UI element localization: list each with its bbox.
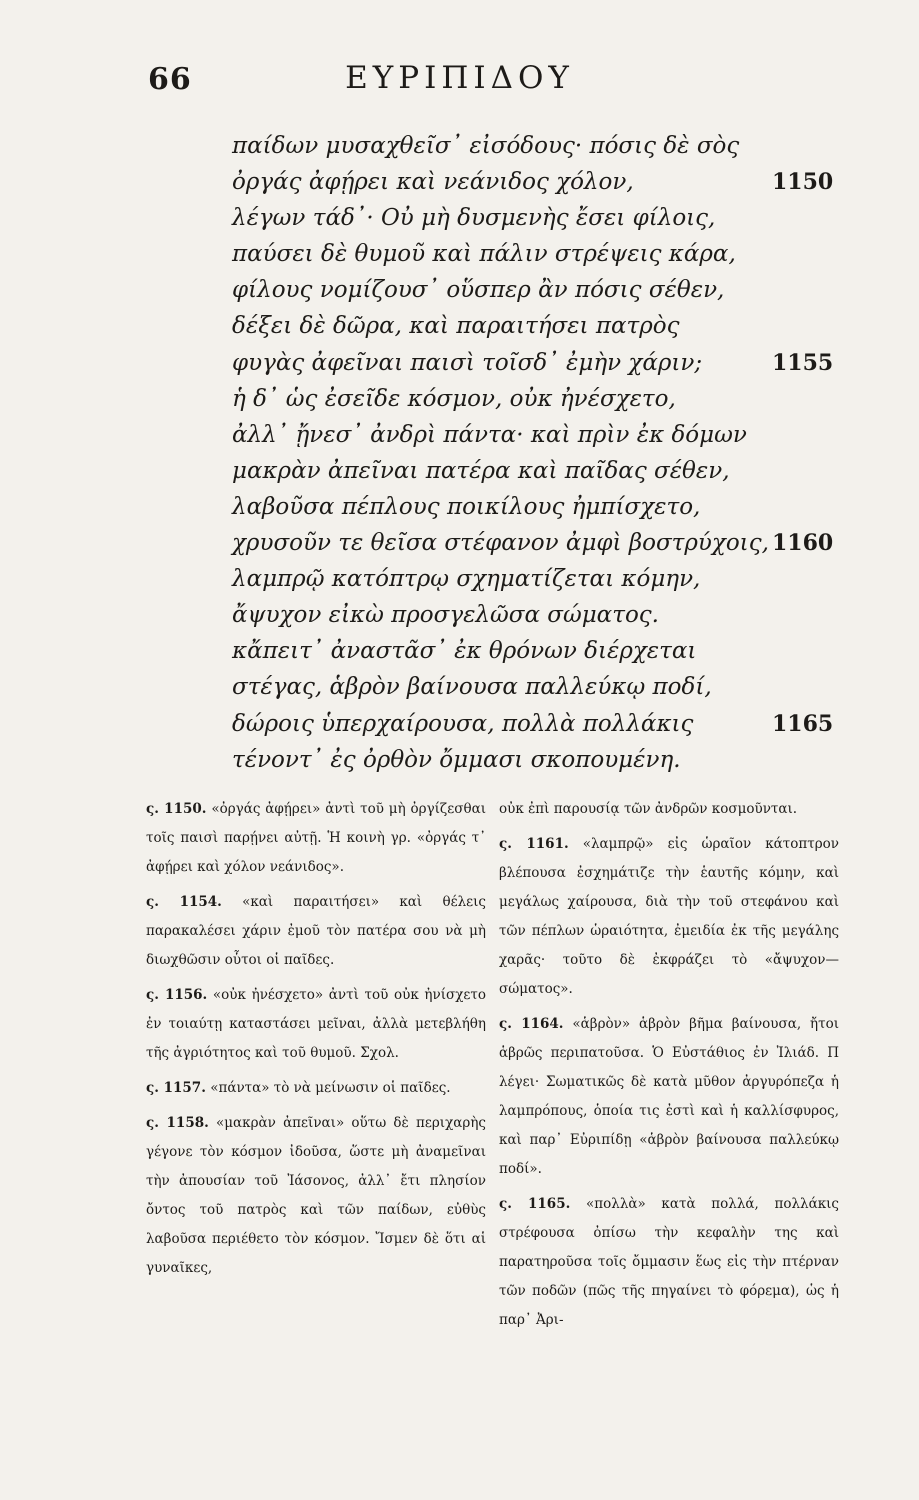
verse-text: στέγας, ἁβρὸν βαίνουσα παλλεύκῳ ποδί, <box>232 674 712 701</box>
verse-line <box>232 272 852 308</box>
note-reference: ς. 1150. <box>146 801 207 817</box>
note-reference: ς. 1165. <box>499 1196 571 1212</box>
verse-line <box>232 417 852 453</box>
verse-text: λέγων τάδ᾽· Οὐ μὴ δυσμενὴς ἔσει φίλοις, <box>232 205 716 232</box>
note-reference: ς. 1164. <box>499 1016 564 1032</box>
verse-text: ἄψυχον εἰκὼ προσγελῶσα σώματος. <box>232 602 659 629</box>
note <box>146 888 486 975</box>
note-text: «καὶ παραιτήσει» καὶ θέλεις παρακαλέσει χάριν ἐμοῦ τὸν πατέρα σου νὰ μὴ διωχθῶσιν οὗτοι οἱ παῖδες. <box>146 894 486 968</box>
note-text: «μακρὰν ἀπεῖναι» οὕτω δὲ περιχαρὴς γέγονε τὸν κόσμον ἰδοῦσα, ὥστε μὴ ἀναμεῖναι τὴν ἀπουσίαν τοῦ Ἰάσονος, ἀλλ᾽ ἔτι πλησίον ὄντος τοῦ πατρὸς καὶ τῶν παίδων, εὐθὺς λαβοῦσα περιέθετο τὸν κόσμον. Ἴσμεν δὲ ὅτι αἱ γυναῖκες, <box>146 1115 486 1276</box>
verse-text: δέξει δὲ δῶρα, καὶ παραιτήσει πατρὸς <box>232 313 680 340</box>
verse-text: παύσει δὲ θυμοῦ καὶ πάλιν στρέψεις κάρα, <box>232 241 736 268</box>
note-reference: ς. 1161. <box>499 836 569 852</box>
note-text: «οὐκ ἠνέσχετο» ἀντὶ τοῦ οὐκ ἠνίσχετο ἐν τοιαύτῃ καταστάσει μεῖναι, ἀλλὰ μετεβλήθη τῆς ἀγριότητος καὶ τοῦ θυμοῦ. Σχολ. <box>146 987 486 1061</box>
verse-line <box>232 633 852 669</box>
note <box>146 1109 486 1283</box>
note <box>146 795 486 882</box>
note-text: «πάντα» τὸ νὰ μείνωσιν οἱ παῖδες. <box>210 1080 451 1096</box>
line-number: 1160 <box>772 530 834 557</box>
note-reference: ς. 1156. <box>146 987 208 1003</box>
note <box>499 1190 839 1335</box>
verse-text: ὀργάς ἀφῄρει καὶ νεάνιδος χόλον, <box>232 169 634 196</box>
notes-right-column <box>499 795 839 1341</box>
verse-text: φυγὰς ἀφεῖναι παισὶ τοῖσδ᾽ ἐμὴν χάριν; <box>232 349 703 376</box>
verse-line <box>232 381 852 417</box>
verse-line <box>232 308 852 344</box>
note-reference: ς. 1157. <box>146 1080 206 1096</box>
note-text: «πολλὰ» κατὰ πολλά, πολλάκις στρέφουσα ὀπίσω τὴν κεφαλὴν της καὶ παρατηροῦσα τοῖς ὄμμασιν ἕως εἰς τὴν πτέρναν τῶν ποδῶν (πῶς τῆς πηγαίνει τὸ φόρεμα), ὡς ἡ παρ᾽ Ἀρι- <box>499 1196 839 1328</box>
note-reference: ς. 1158. <box>146 1115 209 1131</box>
verse-line <box>232 200 852 236</box>
note <box>499 830 839 1004</box>
page-number: 66 <box>148 62 192 97</box>
verse-line <box>232 489 852 525</box>
verse-line <box>232 164 852 200</box>
verse-line <box>232 706 852 742</box>
note <box>146 1074 486 1103</box>
verse-line <box>232 345 852 381</box>
note <box>499 795 839 824</box>
line-number: 1155 <box>772 349 834 376</box>
verse-line <box>232 669 852 705</box>
notes-left-column <box>146 795 486 1289</box>
verse-text: ἡ δ᾽ ὡς ἐσεῖδε κόσμον, οὐκ ἠνέσχετο, <box>232 385 676 412</box>
line-number: 1165 <box>772 710 834 737</box>
verse-block <box>232 128 852 778</box>
verse-text: λαβοῦσα πέπλους ποικίλους ἠμπίσχετο, <box>232 493 701 520</box>
note-text: «ὀργάς ἀφῄρει» ἀντὶ τοῦ μὴ ὀργίζεσθαι τοῖς παισὶ παρῄνει αὐτῇ. Ἡ κοινὴ γρ. «ὀργάς τ᾽ ἀφῄρει καὶ χόλον νεάνιδος». <box>146 801 486 875</box>
note-reference: ς. 1154. <box>146 894 222 910</box>
verse-text: μακρὰν ἀπεῖναι πατέρα καὶ παῖδας σέθεν, <box>232 457 730 484</box>
note <box>146 981 486 1068</box>
verse-text: κἄπειτ᾽ ἀναστᾶσ᾽ ἐκ θρόνων διέρχεται <box>232 638 697 665</box>
verse-text: τένοντ᾽ ἐς ὀρθὸν ὄμμασι σκοπουμένη. <box>232 746 681 773</box>
verse-line <box>232 597 852 633</box>
verse-text: ἀλλ᾽ ᾔνεσ᾽ ἀνδρὶ πάντα· καὶ πρὶν ἐκ δόμων <box>232 421 747 448</box>
verse-text: φίλους νομίζουσ᾽ οὕσπερ ἂν πόσις σέθεν, <box>232 277 725 304</box>
note <box>499 1010 839 1184</box>
verse-text: παίδων μυσαχθεῖσ᾽ εἰσόδους· πόσις δὲ σὸς <box>232 133 740 159</box>
note-text: «λαμπρῷ» εἰς ὡραῖον κάτοπτρον βλέπουσα ἐσχημάτιζε τὴν ἑαυτῆς κόμην, καὶ μεγάλως χαίρουσα, διὰ τὴν τοῦ στεφάνου καὶ τῶν πέπλων ὡραιότητα, ἐμειδία ἐκ τῆς μεγάλης χαρᾶς· τοῦτο δὲ ἐκφράζει τὸ «ἄψυχον—σώματος». <box>499 836 839 997</box>
verse-text: λαμπρῷ κατόπτρῳ σχηματίζεται κόμην, <box>232 566 701 593</box>
verse-line <box>232 742 852 778</box>
verse-line <box>232 561 852 597</box>
commentary-notes <box>146 795 846 1465</box>
verse-line <box>232 236 852 272</box>
line-number: 1150 <box>772 169 834 196</box>
verse-text: χρυσοῦν τε θεῖσα στέφανον ἀμφὶ βοστρύχοις, <box>232 530 769 557</box>
verse-text: δώροις ὑπερχαίρουσα, πολλὰ πολλάκις <box>232 710 694 737</box>
verse-line <box>232 525 852 561</box>
verse-line <box>232 128 852 164</box>
verse-line <box>232 453 852 489</box>
note-text: οὐκ ἐπὶ παρουσίᾳ τῶν ἀνδρῶν κοσμοῦνται. <box>499 801 798 817</box>
note-text: «ἁβρὸν» ἁβρὸν βῆμα βαίνουσα, ἤτοι ἁβρῶς περιπατοῦσα. Ὁ Εὐστάθιος ἐν Ἰλιάδ. Π λέγει· Σωματικῶς δὲ κατὰ μῦθον ἀργυρόπεζα ἡ λαμπρόπους, ὁποία τις ἐστὶ καὶ ἡ καλλίσφυρος, καὶ παρ᾽ Εὐριπίδῃ «ἁβρὸν βαίνουσα παλλεύκῳ ποδί». <box>499 1016 839 1177</box>
running-head: ΕΥΡΙΠΙΔΟΥ <box>345 60 574 96</box>
